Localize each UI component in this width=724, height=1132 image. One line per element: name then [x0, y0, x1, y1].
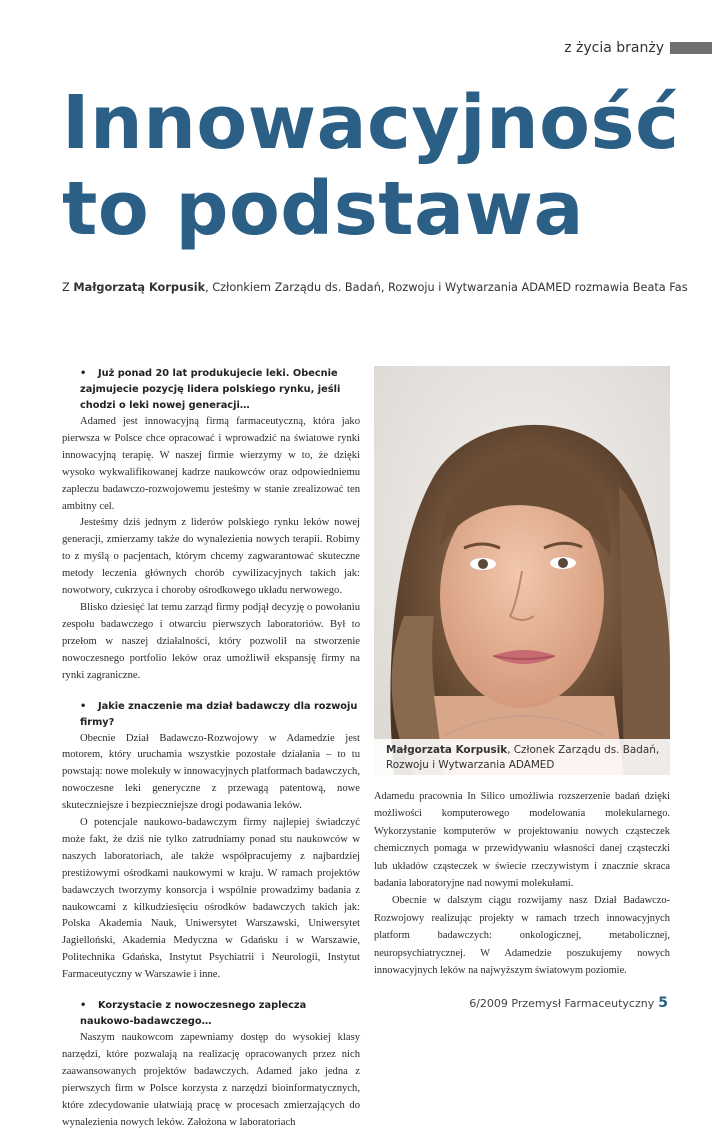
question-3: • Korzystacie z nowoczesnego zaplecza naukowo-badawczego…	[62, 998, 360, 1030]
answer-1-paragraph-3: Blisko dziesięć lat temu zarząd firmy podjął decyzję o powołaniu zespołu badawczego i otwarciu pierwszych laboratoriów. Był to przełom w naszej działalności, który pozwolił na stworzenie nowoczesnego portfolio leków oraz umożliwił ekspansję firmy na rynki zagraniczne.	[62, 601, 360, 681]
answer-1-paragraph-1: Adamed jest innowacyjną firmą farmaceutyczną, która jako pierwsza w Polsce chce opracować i wprowadzić na światowe rynki innowacyjną terapię. W naszej firmie wierzymy w to, że dzięki wysoko wykwalifikowanej kadrze naukowców oraz odpowiedniemu zapleczu badawczo-rozwojowemu jesteśmy w stanie zrealizować ten ambitny cel.	[62, 416, 360, 512]
page-footer	[469, 995, 668, 1011]
question-2: • Jakie znaczenie ma dział badawczy dla rozwoju firmy?	[62, 699, 360, 731]
spacer	[62, 685, 360, 699]
portrait-illustration	[374, 366, 670, 775]
section-label: z życia branży	[564, 40, 664, 56]
title-line-2: to podstawa	[62, 166, 584, 252]
caption-role: , Członek Zarządu ds. Badań, Rozwoju i Wytwarzania ADAMED	[386, 744, 660, 771]
answer-3-paragraph-1: Naszym naukowcom zapewniamy dostęp do wysokiej klasy narzędzi, które pozwalają na realizację opracowanych przez nich zaawansowanych projektów badawczych. Adamed jako jedna z pierwszych firm w Polsce korzysta z narzędzi bioinformatycznych, które zdecydowanie ułatwiają pracę w procesach zmierzających do wynalezienia nowych leków. Założona w laboratoriach	[62, 1032, 360, 1128]
photo-caption	[374, 739, 670, 775]
spacer	[62, 984, 360, 998]
answer-2-paragraph-2: O potencjale naukowo-badawczym firmy najlepiej świadczyć może fakt, że dziś nie tylko zatrudniamy ponad stu naukowców w naszych laboratoriach, ale także współpracujemy z najbardziej prestiżowymi ośrodkami naukowymi w kraju. W ramach projektów badawczych tworzymy konsorcja i wspólnie prowadzimy badania z naukowcami z kilkudziesięciu ośrodków badawczych takich jak: Polska Akademia Nauk, Uniwersytet Warszawski, Uniwersytet Jagielloński, Akademia Medyczna w Gdańsku i w Warszawie, Politechnika Gdańska, Instytut Psychiatrii i Neurologii, Instytut Farmaceutyczny w Warszawie i inne.	[62, 817, 360, 981]
column-right	[374, 788, 670, 979]
intro-rest: , Członkiem Zarządu ds. Badań, Rozwoju i Wytwarzania ADAMED rozmawia Beata Fas	[205, 281, 688, 294]
answer-2-paragraph-1: Obecnie Dział Badawczo-Rozwojowy w Adamedzie jest motorem, który uruchamia wszystkie pozostałe działania – to tu powstają: nowe molekuły w innowacyjnych platformach badawczych, nowoczesne leki generyczne z przewagą patentową, nowe skuteczniejsze i bezpieczniejsze drogi podawania leków.	[62, 732, 361, 812]
title-line-1: Innowacyjność	[62, 80, 680, 166]
article-title	[62, 80, 679, 252]
right-paragraph-1: Adamedu pracownia In Silico umożliwia rozszerzenie badań dzięki możliwości komputerowego modelowania molekularnego. Wykorzystanie komputerów w projektowaniu nowych cząsteczek chemicznych pomaga w przewidywaniu własności danej cząsteczki lub układów cząsteczek w świecie rzeczywistym i znacznie skraca badania laboratoryjne nad nowymi molekułami.	[374, 791, 670, 890]
page-number: 5	[658, 995, 668, 1011]
intro-name: Małgorzatą Korpusik	[73, 281, 206, 294]
question-1: • Już ponad 20 lat produkujecie leki. Obecnie zajmujecie pozycję lidera polskiego rynku, jeśli chodzi o leki nowej generacji…	[62, 366, 360, 414]
intro-line	[62, 281, 702, 294]
section-tag	[564, 40, 712, 56]
right-paragraph-2: Obecnie w dalszym ciągu rozwijamy nasz Dział Badawczo-Rozwojowy realizując projekty w ramach trzech innowacyjnych platform badawczych: onkologicznej, metabolicznej, neuropsychiatrycznej. W Adamedzie poszukujemy nowych innowacyjnych leków na najwyższym światowym poziomie.	[374, 895, 670, 977]
caption-name: Małgorzata Korpusik	[386, 744, 508, 756]
intro-prefix: Z	[62, 281, 74, 294]
section-bar	[670, 42, 712, 54]
answer-1-paragraph-2: Jesteśmy dziś jednym z liderów polskiego rynku leków nowej generacji, zmierzamy także do wynalezienia nowych terapii. Robimy to z myślą o pacjentach, którym chcemy zagwarantować skuteczne metody leczenia głównych chorób cywilizacyjnych takich jak: nowotwory, cukrzyca i choroby ośrodkowego układu nerwowego.	[62, 517, 360, 597]
portrait-photo	[374, 366, 670, 775]
column-left	[62, 366, 360, 1132]
footer-issue: 6/2009 Przemysł Farmaceutyczny	[469, 997, 655, 1010]
